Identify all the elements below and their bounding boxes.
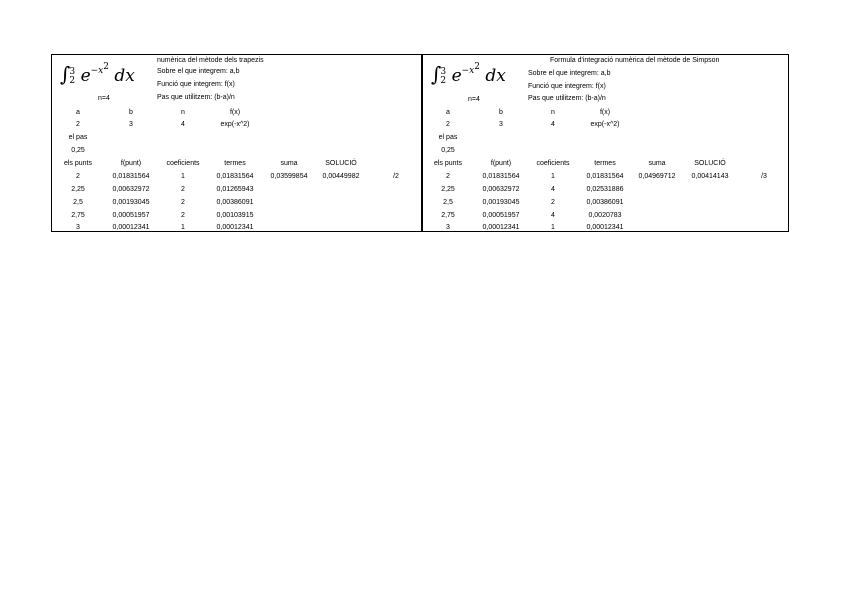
header-a: a (446, 109, 450, 116)
step-value: 0,25 (71, 147, 85, 154)
method-title: Formula d'integració numèrica del mètode de Simpson (550, 57, 720, 64)
header-n: n (181, 109, 185, 116)
header-fx: f(x) (229, 109, 241, 116)
value-b: 3 (499, 121, 503, 128)
table-cell: 0,0020783 (588, 212, 622, 219)
simpson-method-panel (422, 54, 789, 232)
step-line: Pas que utilitzem: (b-a)/n (528, 95, 606, 102)
table-cell: 2,25 (71, 186, 85, 193)
table-cell: 2 (76, 173, 80, 180)
lower-limit: 2 (69, 75, 76, 86)
n-label: n=4 (98, 95, 110, 102)
table-cell: 0,00012341 (112, 224, 150, 231)
table-cell: 0,00193045 (112, 199, 150, 206)
method-title: numèrica del mètode dels trapezis (157, 57, 264, 64)
upper-limit: 3 (69, 66, 76, 77)
value-n: 4 (181, 121, 185, 128)
table-cell: 1 (181, 224, 185, 231)
table-cell: 0,00386091 (586, 199, 624, 206)
n-label: n=4 (468, 96, 480, 103)
table-cell: 0,01831564 (482, 173, 520, 180)
table-cell: 2,25 (441, 186, 455, 193)
table-cell: 1 (551, 224, 555, 231)
column-f-point: f(punt) (120, 160, 142, 167)
header-n: n (551, 109, 555, 116)
integration-bounds-line: Sobre el que integrem: a,b (157, 68, 240, 75)
table-cell: 0,00386091 (216, 199, 254, 206)
table-cell: 2 (551, 199, 555, 206)
table-cell: 0,00012341 (586, 224, 624, 231)
step-value: 0,25 (441, 147, 455, 154)
sum-value: 0,04969712 (638, 173, 676, 180)
value-n: 4 (551, 121, 555, 128)
formula-base: e (80, 66, 91, 86)
column-terms: termes (224, 160, 246, 167)
table-cell: 0,00632972 (112, 186, 150, 193)
integral-formula (60, 57, 135, 86)
table-cell: 0,01831564 (216, 173, 254, 180)
table-cell: 2,75 (441, 212, 455, 219)
value-fx: exp(-x^2) (220, 121, 250, 128)
integral-formula (431, 57, 506, 86)
table-cell: 2,5 (443, 199, 453, 206)
divisor-label: /3 (761, 173, 767, 180)
header-b: b (129, 109, 133, 116)
column-coefficients: coeficients (536, 160, 570, 167)
formula-exponent-power: 2 (103, 62, 109, 72)
table-cell: 0,01265943 (216, 186, 254, 193)
table-cell: 2 (446, 173, 450, 180)
table-cell: 0,02531886 (586, 186, 624, 193)
formula-dx: dx (114, 66, 135, 86)
table-cell: 0,00012341 (216, 224, 254, 231)
table-cell: 0,01831564 (112, 173, 150, 180)
column-points: els punts (63, 160, 93, 167)
table-cell: 0,00632972 (482, 186, 520, 193)
column-coefficients: coeficients (166, 160, 200, 167)
integral-sign: ∫ (60, 62, 71, 86)
value-fx: exp(-x^2) (590, 121, 620, 128)
table-cell: 0,00051957 (112, 212, 150, 219)
table-cell: 4 (551, 186, 555, 193)
formula-exponent: −x (461, 66, 475, 76)
step-label: el pas (438, 134, 458, 141)
table-cell: 1 (551, 173, 555, 180)
column-f-point: f(punt) (490, 160, 512, 167)
step-label: el pas (68, 134, 88, 141)
column-sum: suma (280, 160, 298, 167)
value-b: 3 (129, 121, 133, 128)
table-cell: 3 (446, 224, 450, 231)
trapezoid-method-panel (51, 54, 422, 232)
value-a: 2 (446, 121, 450, 128)
header-b: b (499, 109, 503, 116)
header-fx: f(x) (599, 109, 611, 116)
table-cell: 0,00051957 (482, 212, 520, 219)
header-a: a (76, 109, 80, 116)
column-points: els punts (433, 160, 463, 167)
column-solution: SOLUCIÓ (694, 160, 726, 167)
table-cell: 2 (181, 199, 185, 206)
table-cell: 4 (551, 212, 555, 219)
value-a: 2 (76, 121, 80, 128)
integration-bounds-line: Sobre el que integrem: a,b (528, 70, 611, 77)
solution-value: 0,00449982 (322, 173, 360, 180)
formula-exponent-power: 2 (474, 62, 480, 72)
solution-value: 0,00414143 (691, 173, 729, 180)
lower-limit: 2 (440, 75, 447, 86)
table-cell: 0,01831564 (586, 173, 624, 180)
column-sum: suma (648, 160, 666, 167)
formula-dx: dx (485, 66, 506, 86)
table-cell: 2 (181, 186, 185, 193)
step-line: Pas que utilitzem: (b-a)/n (157, 94, 235, 101)
column-solution: SOLUCIÓ (325, 160, 357, 167)
table-cell: 2 (181, 212, 185, 219)
table-cell: 1 (181, 173, 185, 180)
table-cell: 0,00103915 (216, 212, 254, 219)
function-line: Funció que integrem: f(x) (528, 83, 606, 90)
formula-exponent: −x (90, 66, 104, 76)
divisor-label: /2 (393, 173, 399, 180)
integral-sign: ∫ (431, 62, 442, 86)
sum-value: 0,03599854 (270, 173, 308, 180)
table-cell: 3 (76, 224, 80, 231)
column-terms: termes (594, 160, 616, 167)
formula-base: e (451, 66, 462, 86)
upper-limit: 3 (440, 66, 447, 77)
table-cell: 2,75 (71, 212, 85, 219)
function-line: Funció que integrem: f(x) (157, 81, 235, 88)
table-cell: 2,5 (73, 199, 83, 206)
table-cell: 0,00193045 (482, 199, 520, 206)
table-cell: 0,00012341 (482, 224, 520, 231)
